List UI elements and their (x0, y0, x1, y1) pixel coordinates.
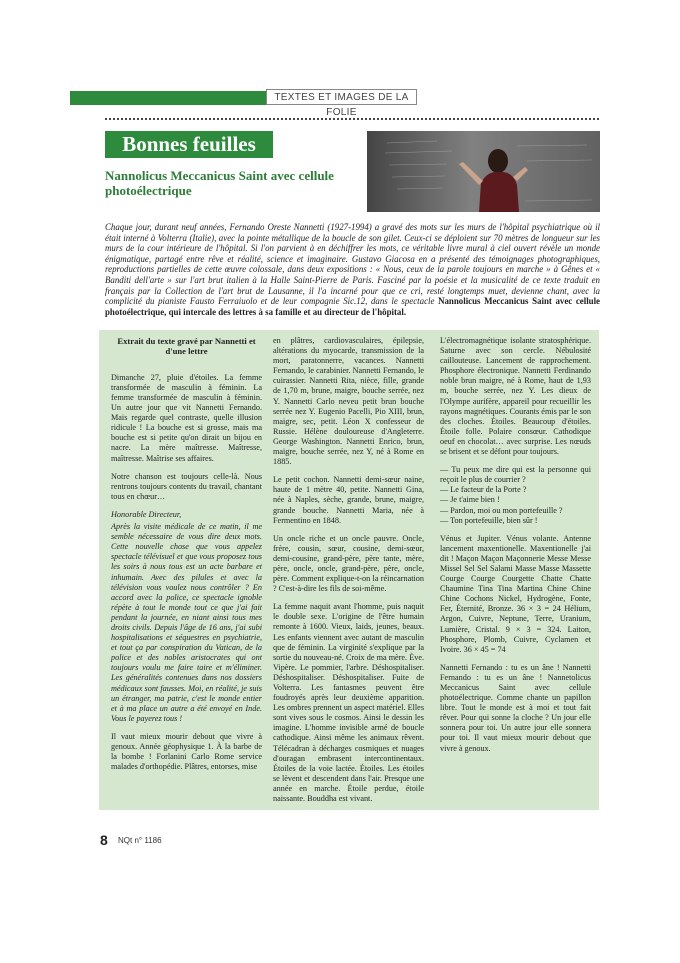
dialog-line: — Pardon, moi ou mon portefeuille ? (440, 505, 563, 515)
dotted-divider (105, 118, 599, 120)
col3-paragraph-1: L'électromagnétique isolante stratosphérique. Saturne avec son cercle. Nébulosité caillouteuse. Lancement de rapprochement. Phosphore électronique. Nannetti Ferdinando noble brun maigre, né à Rome, haut de 1,93 m, bouche serrée, nez Y. Les dieux de l'Olympe aurifère, appareil pour recueillir les rayons magnétiques. Courants émis par le son des cloches. Étoiles. Beaucoup d'étoiles. Étoile folle. Polaire consœur. Cathodique oeuf en chocolat… avec surprise. Les nœuds se brisent et se défont pour toujours. (440, 336, 591, 457)
section-header-bar (70, 91, 266, 105)
article-subtitle: Nannolicus Meccanicus Saint avec cellule photoélectrique (105, 168, 334, 198)
extract-title: Extrait du texte gravé par Nannetti et d'une lettre (117, 336, 256, 357)
col2-paragraph-3: Un oncle riche et un oncle pauvre. Oncle, frère, cousin, sœur, cousine, demi-sœur, demi-cousine, grand-père, père tante, mère, père, oncle, oncle, grand-père, père, oncle, père. Comment explique-t-on la réincarnation ? C'est-à-dire les fils de soi-même. (273, 533, 424, 594)
dialog-block (440, 465, 591, 526)
column-3 (440, 336, 591, 762)
page-number: 8 (100, 832, 108, 848)
bonnes-feuilles-title: Bonnes feuilles (105, 131, 273, 158)
column-1 (111, 336, 262, 780)
col3-paragraph-2: Vénus et Jupiter. Vénus volante. Antenne lancement maxentionelle. Maxentionelle j'ai dit ! Maçon Maçon Maçonnerie Messe Messe Missel Sel Sel Salami Masse Masse Massette Courge Courge Courgette Chatte Chatte Chaumine Tina Tina Martina Chine Chine Chine Cochons Nickel, Hydrogène, Fonte, Fer, Éternité, Bronze. 36 × 3 = 24 Hélium, Argon, Cuivre, Neptune, Terre, Uranium, Lumière, Cristal. 9 × 3 = 324. Laiton, Phosphore, Plomb, Cuivre, Cyclamen et Ivoire. 36 × 45 = 74 (440, 533, 591, 654)
col3-paragraph-3: Nannetti Fernando : tu es un âne ! Nannetti Fernando : tu es un âne ! Nannetolicus Meccanicus Saint avec cellule photoélectrique. Comme chante un papillon libre. Tout le monde est à moi et tout fait rêver. Pour qui sonne la cloche ? Un jour elle sonnera pour toi. Un autre jour elle sonnera pour toi. Il vaut mieux mourir debout que vivre à genoux. (440, 662, 591, 753)
col1-paragraph-3: Il vaut mieux mourir debout que vivre à genoux. Année géophysique 1. À la barbe de la bombe ! Forlanini Carlo Rome service malades d'orthopédie. Plâtres, entorses, mise (111, 731, 262, 772)
dialog-line: — Le facteur de la Porte ? (440, 485, 527, 495)
col2-paragraph-4: La femme naquit avant l'homme, puis naquit le double sexe. L'origine de l'être humain remonte à 1600. Vieux, laids, jeunes, beaux. Les enfants viennent avec autant de masculin que de féminin. La virginité s'explique par la sortie du nouveau-né. Croix de ma mère. Ève. Vipère. Le pommier, l'arbre. Déshospitaliser. Déshospitaliser. Déshospitaliser. Fuite de Volterra. Les fantasmes peuvent être foudroyés après leur deuxième apparition. Les ombres prennent un aspect matériel. Elles sont vives sous le cosmos. Ainsi le dessin les imagine. L'homme invisible armé de boucle cathodique. Ainsi même les animaux rêvent. Télécadran à décharges cosmiques et nuages d'ouragan embrasent intercontinentaux. Étoiles de la voie lactée. Étoiles. Les étoiles se lèvent et descendent dans l'air. Presque une année en marche. Étoile perdue, étoile naissante. Bouddha est vivant. (273, 602, 424, 804)
column-2 (273, 336, 424, 812)
dialog-line: — Ton portefeuille, bien sûr ! (440, 515, 538, 525)
wall-photo (367, 131, 600, 212)
intro-text: Chaque jour, durant neuf années, Fernando Oreste Nannetti (1927-1994) a gravé des mots sur les murs de l'hôpital psychiatrique où il était interné à Volterra (Italie), avec la pointe métallique de la boucle de son gilet. Ceux-ci se déploient sur 70 mètres de longueur sur les murs de la cour intérieure de l'hôpital. Si l'on parvient à en déchiffrer les mots, ce véritable livre mural à ciel ouvert révèle un monde énigmatique, partagé entre rêve et réalité, science et imaginaire. Gustavo Giacosa en a présenté des témoignages photographiques, reproductions partielles de cette œuvre colossale, dans deux expositions : « Nous, ceux de la parole toujours en marche » à Gênes et « Banditi dell'arte » sur l'art brut italien à la Halle Saint-Pierre de Paris. Fasciné par la poésie et la musicalité de ce texte traduit en français par la Collection de l'art brut de Lausanne, il l'a incarné pour que ce cri, resté longtemps muet, devienne chant, avec la complicité du pianiste Fausto Ferraiuolo et de leur compagnie Sic.12, dans le spectacle (105, 222, 600, 307)
col2-paragraph-2: Le petit cochon. Nannetti demi-sœur naine, haute de 1 mètre 40, petite. Nannetti Gina, née à Naples, sèche, grande, brune, maigre, grande bouche. Nannetti Maria, née à Fermentino en 1848. (273, 475, 424, 525)
col1-paragraph-2: Notre chanson est toujours celle-là. Nous rentrons toujours contents du travail, chantant tous en chœur… (111, 471, 262, 501)
intro-closing: Nannolicus Meccanicus Saint avec cellule photoélectrique, qui intercale des lettres à sa famille et au directeur de l'hôpital. (105, 296, 600, 317)
intro-paragraph (105, 222, 600, 317)
letter-salutation: Honorable Directeur, (111, 509, 182, 519)
section-header-label: TEXTES ET IMAGES DE LA FOLIE (266, 89, 417, 105)
col2-paragraph-1: en plâtres, cardiovasculaires, épilepsie, altérations du myocarde, transmission de la mort, paratonnerre, vacances. Nannetti Fernando, le carabinier. Nannetti Fernando, le cuirassier. Nannetti Rita, nièce, fille, grande de 1,70 m, brune, maigre, bouche serrée, nez Y. Nannetti Carlo neveu petit brun bouche serrée nez Y. Eugenio Pacelli, Pio XIII, brun, maigre, sec, petit. Léon X confesseur de Russie. Hélène douloureuse d'Angleterre. George Washington. Nannetti Enrico, brun, maigre, bouche serrée, nez Y, né à Rome en 1885. (273, 336, 424, 467)
dialog-line: — Je t'aime bien ! (440, 495, 500, 505)
col1-paragraph-1: Dimanche 27, pluie d'étoiles. La femme transformée de masculin à féminin. La femme transformée de masculin à féminin. Un autre jour que vit Nannetti Fernando. Mais regarde quel contraste, quelle illusion ridicule ! La bouche est si grosse, mais ma bouche est si petite qu'on dirait un bijou en nacre. La mère maîtresse. Maîtresse, maîtresse. Maîtrise ses affaires. (111, 372, 262, 463)
issue-label: NQt n° 1186 (118, 836, 162, 845)
dialog-line: — Tu peux me dire qui est la personne qui reçoit le plus de courrier ? (440, 465, 591, 485)
letter-body: Après la visite médicale de ce matin, il me semble nécessaire de vous dire deux mots. Cette nouvelle chose que vous appelez spectacle télévisuel et que vous proposez tous les soirs à nous tous est un acte barbare et inhumain. Avec des pilules et avec la télévision vous voulez nous contrôler ? En accord avec la police, ce spectacle ignoble répète à tout le monde tout ce que j'ai fait pendant la journée, en niant ainsi tous mes droits civils. Depuis l'âge de 16 ans, j'ai subi hospitalisations et séquestres en psychiatrie, et tout ça par conspiration du Vatican, de la police et des nobles aristocrates qui ont toujours voulu me faire taire et m'éliminer. Les généralités contenues dans nos dossiers médicaux sont fausses. Moi, en réalité, je suis un étranger, ma patrie, c'est le monde entier et à ma place un autre a été envoyé en Inde. Vous le payerez tous ! (111, 522, 262, 723)
